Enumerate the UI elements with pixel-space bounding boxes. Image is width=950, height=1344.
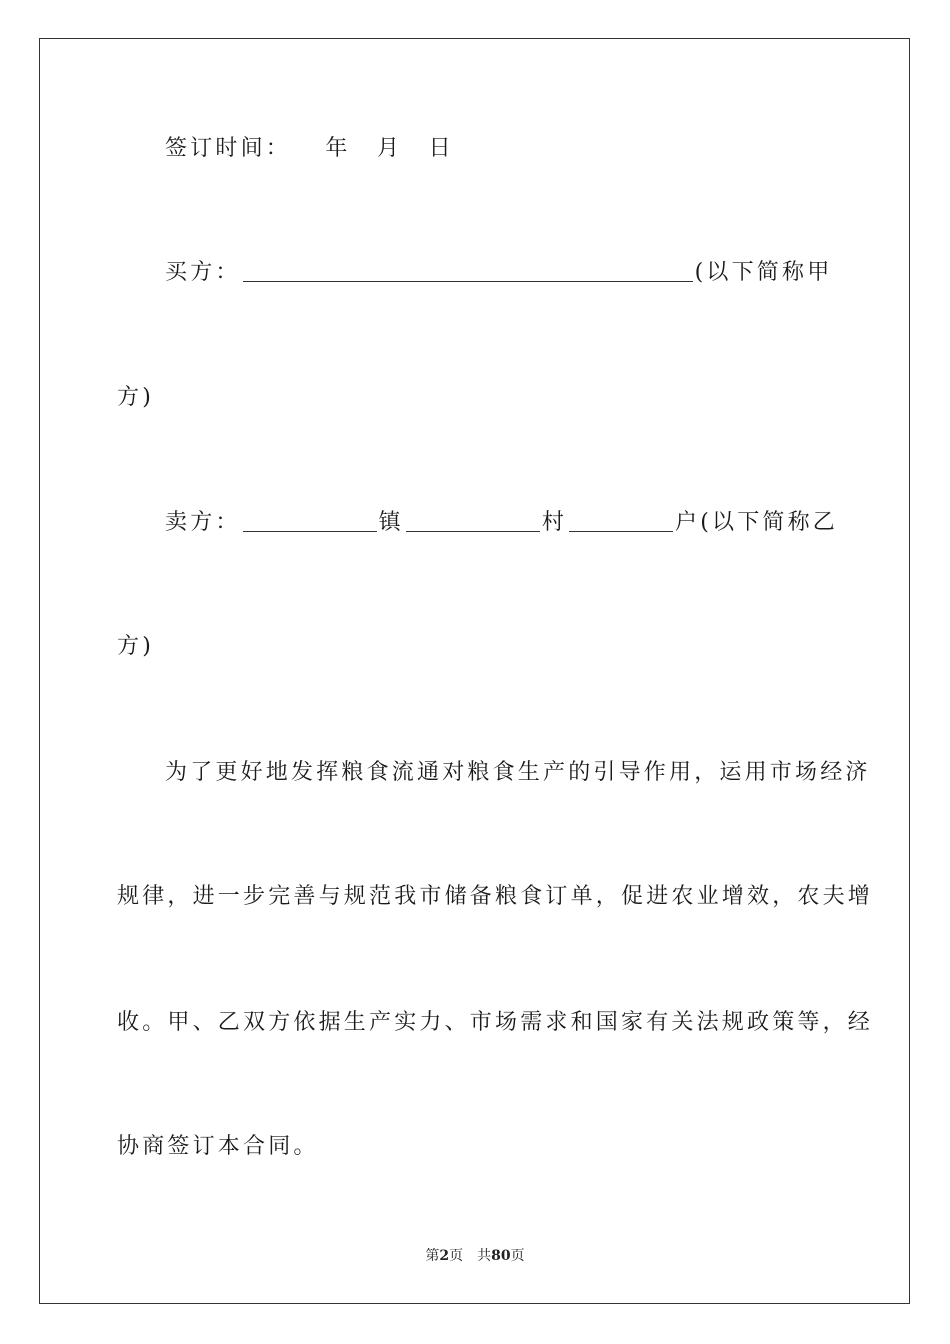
sign-date-month: 月 (377, 136, 403, 161)
page-footer (0, 1246, 950, 1266)
buyer-label: 买方： (165, 260, 241, 285)
buyer-line (117, 258, 833, 288)
page-total: 80 (491, 1248, 511, 1264)
buyer-name-blank[interactable] (243, 259, 693, 282)
seller-line-cont (117, 632, 833, 662)
seller-household-blank[interactable] (569, 509, 673, 532)
seller-village: 村 (541, 510, 568, 535)
page-frame (39, 38, 910, 1304)
page-suffix: 页 (510, 1248, 525, 1264)
buyer-suffix-cont: 方) (117, 385, 154, 410)
paragraph-line-1: 为了更好地发挥粮食流通对粮食生产的引导作用，运用市场经济 (165, 760, 871, 785)
seller-household: 户 (675, 510, 701, 535)
buyer-suffix: (以下简称甲 (694, 260, 833, 285)
seller-town-blank[interactable] (243, 509, 377, 532)
sign-date-year: 年 (325, 136, 351, 161)
sign-date-label: 签订时间： (165, 136, 292, 161)
seller-label: 卖方： (165, 510, 241, 535)
seller-line (117, 508, 839, 538)
page-current: 2 (439, 1248, 450, 1264)
page-mid: 页 共 (449, 1248, 492, 1264)
page-prefix: 第 (425, 1248, 440, 1264)
buyer-line-cont (117, 383, 833, 413)
seller-suffix: (以下简称乙 (700, 510, 839, 535)
seller-suffix-cont: 方) (117, 634, 154, 659)
seller-village-blank[interactable] (406, 509, 540, 532)
paragraph-line-2: 规律，进一步完善与规范我市储备粮食订单，促进农业增效，农夫增 (117, 884, 874, 909)
paragraph-line-3: 收。甲、乙双方依据生产实力、市场需求和国家有关法规政策等，经 (117, 1010, 874, 1035)
sign-date-day: 日 (428, 136, 454, 161)
paragraph-line-4: 协商签订本合同。 (117, 1134, 319, 1159)
sign-date-line (117, 134, 833, 164)
seller-town: 镇 (378, 510, 404, 535)
